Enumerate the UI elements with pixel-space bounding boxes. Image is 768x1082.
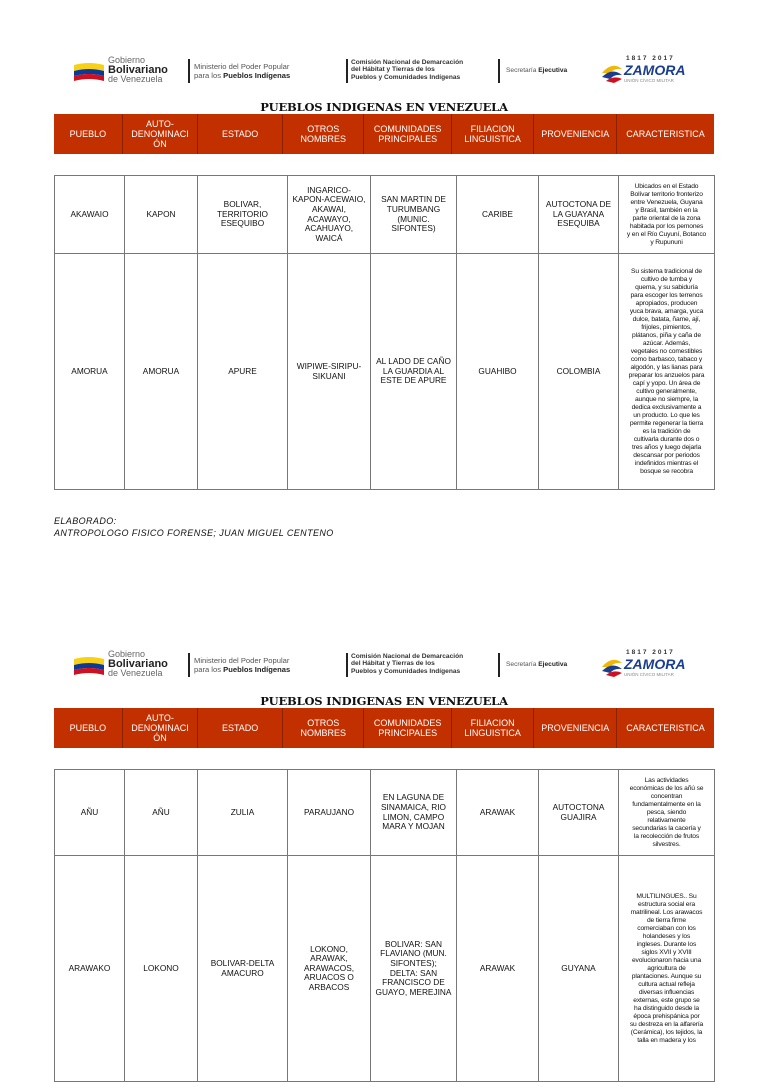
cell-pueblo: ARAWAKO bbox=[55, 856, 125, 1082]
cell-proveniencia: GUYANA bbox=[539, 856, 619, 1082]
commission-name: Comisión Nacional de Demarcación del Hábitat y Tierras de los Pueblos y Comunidades Indígenas bbox=[351, 59, 464, 81]
header-autodenominacion: AUTO- DENOMINACI ÓN bbox=[122, 114, 197, 154]
cell-filiacion: ARAWAK bbox=[457, 856, 539, 1082]
header-filiacion: FILIACION LINGUISTICA bbox=[451, 114, 533, 154]
cell-filiacion: ARAWAK bbox=[457, 770, 539, 856]
header-otros-nombres: OTROS NOMBRES bbox=[283, 708, 364, 748]
table-row bbox=[55, 770, 715, 856]
ministry-name: Ministerio del Poder Popular para los Pueblos Indígenas bbox=[194, 62, 291, 80]
table-row bbox=[55, 856, 715, 1082]
venezuela-flag-icon bbox=[74, 655, 104, 675]
secretaria-ejecutiva: Secretaría Ejecutiva bbox=[506, 661, 568, 668]
gobierno-bolivariano-logo: Gobierno Bolivariano de Venezuela bbox=[108, 55, 168, 84]
cell-caracteristica: MULTILINGUES.. Su estructura social era matrilineal. Los arawacos de tierra firme comerciaban con los holandeses y los ingleses. Durante los siglos XVII y XVIII evolucionaron hacia una agricultura de plantaciones. Aunque su cultura actual refleja diversas influencias externas, este grupo se ha distinguido desde la época prehispánica por su destreza en la alfarería (Cerámica), los tejidos, la talla en madera y los bbox=[619, 856, 715, 1082]
cell-caracteristica: Su sistema tradicional de cultivo de tumba y quema, y su sabiduría para escoger los terrenos apropiados, producen yuca brava, amarga, yuca dulce, batata, ñame, ají, frijoles, pimientos, plátanos, piña y caña de azúcar. Además, vegetales no comestibles como barbasco, tabaco y algodón, y las lianas para preparar los anzuelos para capí y yopo. Un área de cultivo generalmente, aunque no siempre, la dedica exclusivamente a un producto. Lo que les permite regenerar la tierra es la tradición de cultivarla durante dos o tres años y luego dejarla descansar por periodos indefinidos mientras el bosque se recobra bbox=[619, 254, 715, 490]
cell-caracteristica: Ubicados en el Estado Bolívar territorio fronterizo entre Venezuela, Guyana y Brasil, también en la parte oriental de la zona habitada por los pemones y en el Río Cuyuní, Botanco y Rupununi bbox=[619, 176, 715, 254]
zamora-logo: 1817 2017 ZAMORA UNIÓN CÍVICO MILITAR bbox=[600, 56, 704, 86]
cell-filiacion: GUAHIBO bbox=[457, 254, 539, 490]
header-otros-nombres: OTROS NOMBRES bbox=[283, 114, 364, 154]
cell-otros-nombres: LOKONO, ARAWAK, ARAWACOS, ARUACOS O ARBACOS bbox=[288, 856, 371, 1082]
header-comunidades: COMUNIDADES PRINCIPALES bbox=[364, 708, 452, 748]
cell-comunidades: SAN MARTIN DE TURUMBANG (MUNIC. SIFONTES) bbox=[371, 176, 457, 254]
cell-comunidades: BOLIVAR: SAN FLAVIANO (MUN. SIFONTES); DELTA: SAN FRANCISCO DE GUAYO, MEREJINA bbox=[371, 856, 457, 1082]
cell-filiacion: CARIBE bbox=[457, 176, 539, 254]
cell-proveniencia: AUTOCTONA DE LA GUAYANA ESEQUIBA bbox=[539, 176, 619, 254]
header-estado: ESTADO bbox=[198, 114, 283, 154]
header-filiacion: FILIACION LINGUISTICA bbox=[451, 708, 533, 748]
cell-proveniencia: COLOMBIA bbox=[539, 254, 619, 490]
cell-otros-nombres: INGARICO- KAPON-ACEWAIO, AKAWAI, ACAWAYO, ACAHUAYO, WAICÁ bbox=[288, 176, 371, 254]
cell-otros-nombres: WIPIWE-SIRIPU- SIKUANI bbox=[288, 254, 371, 490]
cell-otros-nombres: PARAUJANO bbox=[288, 770, 371, 856]
header-proveniencia: PROVENIENCIA bbox=[534, 708, 617, 748]
commission-name: Comisión Nacional de Demarcación del Hábitat y Tierras de los Pueblos y Comunidades Indígenas bbox=[351, 653, 464, 675]
page-title: PUEBLOS INDIGENAS EN VENEZUELA bbox=[260, 100, 508, 114]
header-proveniencia: PROVENIENCIA bbox=[534, 114, 617, 154]
header-estado: ESTADO bbox=[198, 708, 283, 748]
zamora-logo: 1817 2017 ZAMORA UNIÓN CÍVICO MILITAR bbox=[600, 650, 704, 680]
ministry-name: Ministerio del Poder Popular para los Pueblos Indígenas bbox=[194, 656, 291, 674]
cell-autodenominacion: KAPON bbox=[125, 176, 198, 254]
cell-autodenominacion: AÑU bbox=[125, 770, 198, 856]
cell-caracteristica: Las actividades económicas de los añú se concentran fundamentalmente en la pesca, siendo relativamente secundarias la cacería y la recolección de frutos silvestres. bbox=[619, 770, 715, 856]
secretaria-ejecutiva: Secretaría Ejecutiva bbox=[506, 67, 568, 74]
cell-comunidades: EN LAGUNA DE SINAMAICA, RIO LIMON, CAMPO MARA Y MOJAN bbox=[371, 770, 457, 856]
header-caracteristica: CARACTERISTICA bbox=[626, 723, 705, 733]
header-autodenominacion: AUTO- DENOMINACI ÓN bbox=[122, 708, 197, 748]
institutional-banner bbox=[70, 649, 704, 683]
cell-estado: ZULIA bbox=[198, 770, 288, 856]
cell-pueblo: AÑU bbox=[55, 770, 125, 856]
gobierno-bolivariano-logo: Gobierno Bolivariano de Venezuela bbox=[108, 649, 168, 678]
cell-comunidades: AL LADO DE CAÑO LA GUARDIA AL ESTE DE APURE bbox=[371, 254, 457, 490]
cell-pueblo: AMORUA bbox=[55, 254, 125, 490]
cell-autodenominacion: AMORUA bbox=[125, 254, 198, 490]
column-header-bar bbox=[54, 708, 714, 748]
cell-autodenominacion: LOKONO bbox=[125, 856, 198, 1082]
pueblos-table bbox=[54, 769, 715, 1082]
cell-estado: BOLIVAR, TERRITORIO ESEQUIBO bbox=[198, 176, 288, 254]
header-pueblo: PUEBLO bbox=[54, 114, 122, 154]
cell-estado: APURE bbox=[198, 254, 288, 490]
header-pueblo: PUEBLO bbox=[54, 708, 122, 748]
cell-pueblo: AKAWAIO bbox=[55, 176, 125, 254]
footer-label: ELABORADO: bbox=[54, 516, 117, 526]
zamora-logo-icon bbox=[600, 653, 624, 679]
footer-author: ANTROPOLOGO FISICO FORENSE; JUAN MIGUEL CENTENO bbox=[54, 528, 334, 538]
cell-proveniencia: AUTOCTONA GUAJIRA bbox=[539, 770, 619, 856]
header-caracteristica: CARACTERISTICA bbox=[626, 129, 705, 139]
header-comunidades: COMUNIDADES PRINCIPALES bbox=[364, 114, 452, 154]
cell-estado: BOLIVAR-DELTA AMACURO bbox=[198, 856, 288, 1082]
page-title: PUEBLOS INDIGENAS EN VENEZUELA bbox=[260, 694, 508, 708]
